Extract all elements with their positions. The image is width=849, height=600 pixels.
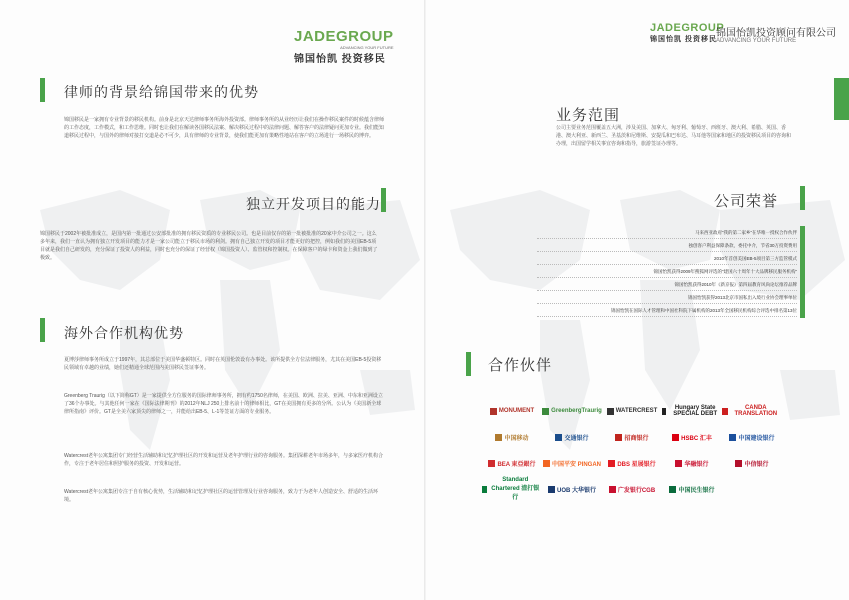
page-fold xyxy=(424,0,426,600)
partner-logo-name: Hungary State SPECIAL DEBT xyxy=(673,405,718,417)
partner-logo xyxy=(602,398,662,424)
section-title-overseas: 海外合作机构优势 xyxy=(64,325,184,341)
honor-item: 独创客户利益保障条款，委托中介，节省30万投资费用 xyxy=(537,239,797,252)
partner-logo-name: 中信银行 xyxy=(744,461,769,468)
partner-logo-mark xyxy=(482,486,487,493)
section-marker-business xyxy=(834,78,849,120)
section-marker-overseas xyxy=(40,318,45,342)
partner-logo-name: 中国建设银行 xyxy=(738,435,775,442)
partner-logo xyxy=(662,424,722,450)
partner-logo-mark xyxy=(722,408,728,415)
partner-logo xyxy=(542,398,602,424)
honor-item: 锦国怡凯获得2009年搜狐网评选的“建国六十周年十大品牌移民服务机构” xyxy=(537,265,797,278)
partner-logo-mark xyxy=(548,486,555,493)
honors-list xyxy=(537,226,797,317)
partner-logo-name: 广发银行CGB xyxy=(617,487,656,494)
partner-logo xyxy=(662,476,722,502)
partner-logo-mark xyxy=(675,460,682,467)
section-body-overseas-4: Watercrest老年公寓集团专注于自有核心优势，生活辅助和记忆护理社区的运营管理及行业咨询服务，致力于为老年人创造安全、舒适的生活环境。 xyxy=(64,489,378,503)
partner-logo xyxy=(602,476,662,502)
logo-cn: 锦国怡凯 投资移民 xyxy=(294,54,386,65)
partner-logo-mark xyxy=(542,408,549,415)
section-marker-independent xyxy=(381,188,386,212)
partner-logo-name: 中国移动 xyxy=(504,435,529,442)
left-logo xyxy=(294,28,394,65)
partner-logo xyxy=(482,450,542,476)
company-tagline: ADVANCING YOUR FUTURE xyxy=(716,38,797,44)
honor-item: 2010年首创美国EB-5项目第三方监管模式 xyxy=(537,252,797,265)
partner-logo-name: 中国民生银行 xyxy=(678,487,715,494)
partner-logo xyxy=(602,450,662,476)
section-title-lawyer: 律师的背景给锦国带来的优势 xyxy=(64,84,259,100)
partner-logo-name: 中国平安 PINGAN xyxy=(551,461,601,468)
partner-logo-mark xyxy=(555,434,562,441)
partner-logo xyxy=(722,450,782,476)
partner-logo-mark xyxy=(488,460,495,467)
honor-item: 锦国怡凯获得2010年《新京报》第四届教育风尚论坛推荐品牌 xyxy=(537,278,797,291)
company-name: 锦国怡凯投资顾问有限公司 xyxy=(716,28,836,39)
partner-logo-mark xyxy=(495,434,502,441)
honors-side-marker xyxy=(800,226,805,318)
partner-logo-name: 华融银行 xyxy=(684,461,709,468)
honor-item: 锦国怡凯在国际人才管理和中国社科院下属机构的2013年全国移民机构综合评选中排名第13位 xyxy=(537,304,797,317)
partner-logo-name: 招商银行 xyxy=(624,435,649,442)
section-body-overseas-2: Greenberg Traurig（以下简称GT）是一家提供全方位服务的国际律师事务所，拥有约1750名律师，在美国、欧洲、拉美、亚洲、中东和亚洲设立了36个办事处。与其他任何一家在《国际法律期刊》的2012年NLJ 250上排名前十的律师相比，GT在美国拥有更多的分所。公认为《美国新全球律所指南》评价。GT是全美六家顶尖的律师之一，并能给出EB-5、L-1等签证方面的专业服务。 xyxy=(64,393,383,415)
partner-logo xyxy=(542,450,602,476)
partner-logo-mark xyxy=(672,434,679,441)
partner-logo xyxy=(662,398,722,424)
partner-logo xyxy=(722,398,782,424)
partner-logo-mark xyxy=(669,486,676,493)
partner-logo xyxy=(722,424,782,450)
partner-logo xyxy=(482,424,542,450)
section-marker-lawyer xyxy=(40,78,45,102)
section-body-overseas-1: 夏博莎律师事务所成立于1997年，其总部位于美国华盛顿特区。同时在英国伦敦设有办事处。该所提供全方位法律服务，尤其在美国EB-5投资移民领域有卓越的业绩，她们还精通全球范围内美国移民签证事务。 xyxy=(64,357,382,371)
partner-logo-mark xyxy=(490,408,497,415)
honor-item: 马来西亚政府“我的第二家乡”在华唯一授权合作伙伴 xyxy=(537,226,797,239)
partner-logo-name: GreenbergTraurig xyxy=(551,408,602,414)
partner-logo-name: BEA 東亞銀行 xyxy=(497,461,536,468)
partner-logo xyxy=(662,450,722,476)
section-title-honors: 公司荣誉 xyxy=(714,193,779,210)
partner-logo-mark xyxy=(735,460,742,467)
logo-tagline: ADVANCING YOUR FUTURE xyxy=(340,45,394,50)
honor-item: 锦国怡凯获得2013北京市国私出入境行业协会理事单位 xyxy=(537,291,797,304)
partner-logo xyxy=(482,398,542,424)
header-brand: JADEGROUP xyxy=(650,22,725,34)
partner-logo-name: UOB 大华银行 xyxy=(556,487,596,494)
partner-logo-name: HSBC 汇丰 xyxy=(681,435,712,442)
partner-logo-name: Standard Chartered 渣打银行 xyxy=(491,477,540,501)
partner-logo-grid xyxy=(482,398,782,502)
partner-logo xyxy=(482,476,542,502)
section-body-independent: 锦国移民于2002年被批准成立，是国内第一批通过公安部批准的拥有移民资质的专业移民公司。也是目前仅存的第一批被批准的20家中介公司之一。这么多年来，我们一直认为拥有独立开发项目的能力才是一家公司能立于移民市场的利剑。拥有自己独立开发的项目才能更好的把控，例如我们的美国EB-5项目就是我们自己研发的，充分保证了投资人的利益，同时也充分的保证了经营权（锦国投资人）、监管权和控制权。在保障客户的绿卡和资金上我们做到了极致。 xyxy=(40,231,378,261)
partner-logo-name: 交通银行 xyxy=(564,435,589,442)
section-body-overseas-3: Watercrest老年公寓集团专门经营生活辅助和记忆护理社区的开发和运营及老年护理行业的咨询服务。集团深耕老年市场多年，与多家医疗机构合作，专注于老年居住和照护服务的投资、开发和运营。 xyxy=(64,453,383,467)
logo-brand: JADEGROUP xyxy=(294,28,394,45)
partner-logo xyxy=(542,424,602,450)
partner-logo-name: CANDA TRANSLATION xyxy=(734,405,778,417)
section-body-business: 公司主要业务范围覆盖五大洲，涉及美国、加拿大、匈牙利、葡萄牙、西班牙、澳大利、希腊、英国、香港、澳大利亚、新西兰、圣基茨和尼维斯、安提瓜和巴布达、马耳他等国家和地区的投资移民项目的咨询和办理，出国留学相关事宜咨询和指导，旅游签证办理等。 xyxy=(556,125,792,147)
partner-logo-mark xyxy=(662,408,666,415)
partner-logo-mark xyxy=(615,434,622,441)
partner-logo-mark xyxy=(608,460,615,467)
partner-logo-mark xyxy=(543,460,550,467)
right-logo xyxy=(650,22,724,44)
partner-logo-name: WATERCREST xyxy=(615,408,658,414)
partner-logo-name: DBS 星展银行 xyxy=(617,461,656,468)
section-body-lawyer: 锦国移民是一家拥有专业背景的移民机构。前身是北京天达律师事务所海外投资部。律师事务所的从业经历让我们在操作移民案件的时候蕴含律师的工作态度，工作模式，和工作思维。同时也让我们在解读各国移民法案、解决移民过程中的法律问题、解答客户的法律疑问更加专业。我们能知道移民过程中，与国外的律师对接打交道是必不可少，具有律师的专业背景，使我们能更加有策略性地站在客户的立场进行一场移民的博弈。 xyxy=(64,117,385,139)
partner-logo-mark xyxy=(729,434,736,441)
partner-logo-mark xyxy=(607,408,614,415)
partner-logo xyxy=(542,476,602,502)
partner-logo-mark xyxy=(609,486,616,493)
partner-logo xyxy=(602,424,662,450)
section-title-independent: 独立开发项目的能力 xyxy=(246,196,381,212)
section-marker-honors xyxy=(800,186,805,210)
partner-logo-name: MONUMENT xyxy=(498,408,535,414)
section-title-business: 业务范围 xyxy=(556,107,621,124)
header-cn-mark: 锦国怡凯 投资移民 xyxy=(650,36,717,43)
section-title-partners: 合作伙伴 xyxy=(488,357,553,374)
section-marker-partners xyxy=(466,352,471,376)
